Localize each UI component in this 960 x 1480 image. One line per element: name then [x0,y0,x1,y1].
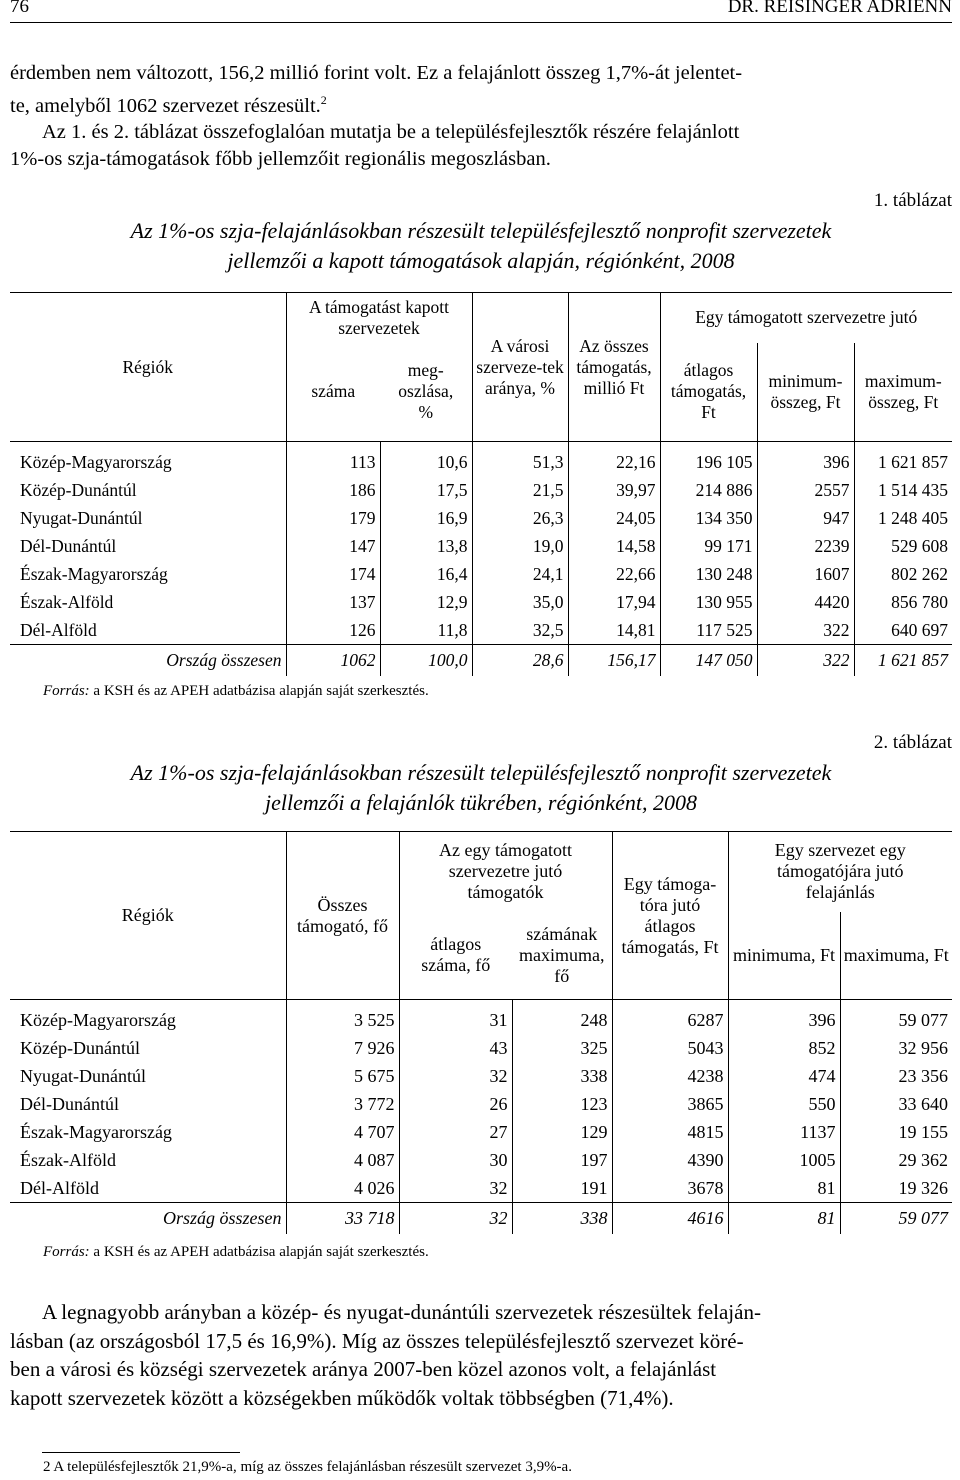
table2-header-total-supporters: Összes támogató, fő [286,832,399,1000]
value-cell: 1 514 435 [854,476,952,504]
value-cell: 28,6 [472,645,568,677]
value-cell: 156,17 [568,645,660,677]
value-cell: 117 525 [660,616,757,645]
table1 [10,292,952,676]
value-cell: 197 [512,1146,612,1174]
table-row [10,1090,952,1118]
value-cell: 322 [757,616,854,645]
table1-title-line: jellemzői a kapott támogatások alapján, régiónként, 2008 [227,248,735,273]
footnote: 2 A településfejlesztők 21,9%-a, míg az összes felajánlásban részesült szervezet 3,9%-a. [43,1459,572,1475]
value-cell: 134 350 [660,504,757,532]
value-cell: 43 [399,1034,512,1062]
region-cell: Dél-Dunántúl [20,1093,119,1114]
value-cell: 856 780 [854,588,952,616]
value-cell: 22,16 [568,442,660,477]
value-cell: 33 640 [840,1090,952,1118]
value-cell: 99 171 [660,532,757,560]
value-cell: 2239 [757,532,854,560]
table2-title-line: jellemzői a felajánlók tükrében, régiónként, 2008 [265,790,697,815]
table-row [10,1118,952,1146]
value-cell: 22,66 [568,560,660,588]
value-cell: 29 362 [840,1146,952,1174]
value-cell: 17,94 [568,588,660,616]
closing-line: lásban (az országosból 17,5 és 16,9%). Míg az összes településfejlesztő szervezet köré- [10,1328,744,1353]
value-cell: 32 [399,1174,512,1203]
table1-header-min: minimum-összeg, Ft [757,343,854,442]
value-cell: 30 [399,1146,512,1174]
value-cell: 27 [399,1118,512,1146]
value-cell: 32 956 [840,1034,952,1062]
table2-header-min: minimuma, Ft [728,912,840,1000]
table-row [10,560,952,588]
region-cell: Dél-Alföld [20,619,97,640]
table-row [10,442,952,477]
table2-header-per-org: Az egy támogatott szervezetre jutó támogatók [399,832,612,912]
value-cell: 186 [286,476,380,504]
total-row [10,645,952,677]
value-cell: 17,5 [380,476,472,504]
value-cell: 4390 [612,1146,728,1174]
intro-paragraph [10,60,952,172]
value-cell: 51,3 [472,442,568,477]
value-cell: 81 [728,1203,840,1235]
region-cell: Közép-Dunántúl [20,479,137,500]
table1-header-per-org: Egy támogatott szervezetre jutó [660,293,952,343]
region-cell: Nyugat-Dunántúl [20,1065,146,1086]
table-row [10,1174,952,1203]
intro-line: 1%-os szja-támogatások főbb jellemzőit regionális megoszlásban. [10,147,551,170]
table1-header-avg-support: átlagos támogatás, Ft [660,343,757,442]
table1-body [10,442,952,677]
value-cell: 32 [399,1062,512,1090]
region-cell: Észak-Magyarország [20,1121,172,1142]
value-cell: 1607 [757,560,854,588]
value-cell: 179 [286,504,380,532]
value-cell: 19 155 [840,1118,952,1146]
value-cell: 24,05 [568,504,660,532]
region-cell: Közép-Magyarország [20,1009,176,1030]
table-row [10,504,952,532]
table-row [10,532,952,560]
header-rule [10,22,952,23]
value-cell: 130 248 [660,560,757,588]
table2-title [10,758,952,818]
value-cell: 31 [399,1000,512,1035]
table1-source [43,683,429,700]
value-cell: 338 [512,1203,612,1235]
value-cell: 248 [512,1000,612,1035]
table2-title-line: Az 1%-os szja-felajánlásokban részesült településfejlesztő nonprofit szervezetek [130,760,832,785]
value-cell: 947 [757,504,854,532]
value-cell: 3678 [612,1174,728,1203]
footnote-ref: 2 [320,92,327,107]
value-cell: 39,97 [568,476,660,504]
value-cell: 4616 [612,1203,728,1235]
value-cell: 1005 [728,1146,840,1174]
table2-header-max: maximuma, Ft [840,912,952,1000]
value-cell: 191 [512,1174,612,1203]
value-cell: 1062 [286,645,380,677]
value-cell: 474 [728,1062,840,1090]
closing-line: ben a városi és községi szervezetek aránya 2007-ben közel azonos volt, a felajánlást [10,1357,717,1381]
value-cell: 6287 [612,1000,728,1035]
table1-label: 1. táblázat [873,190,952,211]
table1-header-count: száma [286,343,380,442]
running-head-author: DR. REISINGER ADRIENN [727,0,952,17]
table-row [10,1000,952,1035]
value-cell: 4238 [612,1062,728,1090]
table-row [10,1062,952,1090]
value-cell: 214 886 [660,476,757,504]
intro-line: Az 1. és 2. táblázat összefoglalóan mutatja be a településfejlesztők részére felajánlott [42,121,740,144]
value-cell: 396 [728,1000,840,1035]
value-cell: 19,0 [472,532,568,560]
value-cell: 35,0 [472,588,568,616]
table1-header-regions: Régiók [10,293,286,442]
table-row [10,588,952,616]
table2-body [10,1000,952,1235]
value-cell: 802 262 [854,560,952,588]
value-cell: 174 [286,560,380,588]
value-cell: 852 [728,1034,840,1062]
total-row [10,1203,952,1235]
value-cell: 640 697 [854,616,952,645]
value-cell: 3 525 [286,1000,399,1035]
value-cell: 529 608 [854,532,952,560]
value-cell: 23 356 [840,1062,952,1090]
table2-header-avg-count: átlagos száma, fő [399,912,512,1000]
value-cell: 338 [512,1062,612,1090]
value-cell: 126 [286,616,380,645]
value-cell: 5 675 [286,1062,399,1090]
table2-header-avg-per-supporter: Egy támoga-tóra jutó átlagos támogatás, Ft [612,832,728,1000]
value-cell: 14,81 [568,616,660,645]
value-cell: 11,8 [380,616,472,645]
source-label: Forrás: [43,683,90,699]
value-cell: 123 [512,1090,612,1118]
source-text: a KSH és az APEH adatbázisa alapján saját szerkesztés. [93,683,429,699]
value-cell: 3 772 [286,1090,399,1118]
value-cell: 14,58 [568,532,660,560]
value-cell: 24,1 [472,560,568,588]
table2-label: 2. táblázat [873,732,952,753]
value-cell: 325 [512,1034,612,1062]
page-number: 76 [10,0,29,17]
value-cell: 1 248 405 [854,504,952,532]
region-cell: Dél-Alföld [20,1177,99,1198]
table1-header-max: maximum-összeg, Ft [854,343,952,442]
value-cell: 59 077 [840,1203,952,1235]
value-cell: 33 718 [286,1203,399,1235]
value-cell: 26 [399,1090,512,1118]
value-cell: 1 621 857 [854,645,952,677]
value-cell: 4420 [757,588,854,616]
value-cell: 16,9 [380,504,472,532]
value-cell: 13,8 [380,532,472,560]
table1-header-total-support: Az összes támogatás, millió Ft [568,293,660,442]
table1-header-distribution: meg-oszlása, % [380,343,472,442]
table-row [10,1146,952,1174]
value-cell: 113 [286,442,380,477]
value-cell: 10,6 [380,442,472,477]
value-cell: 2557 [757,476,854,504]
table2-header-max-count: számának maximuma, fő [512,912,612,1000]
table2-header-regions: Régiók [10,832,286,1000]
intro-line [10,87,952,119]
intro-line: érdemben nem változott, 156,2 millió forint volt. Ez a felajánlott összeg 1,7%-át jelentet- [10,62,743,84]
value-cell: 396 [757,442,854,477]
value-cell: 21,5 [472,476,568,504]
table1-title [10,216,952,276]
closing-line: kapott szervezetek között a községekben működők voltak többségben (71,4%). [10,1385,674,1410]
value-cell: 59 077 [840,1000,952,1035]
value-cell: 130 955 [660,588,757,616]
value-cell: 4815 [612,1118,728,1146]
value-cell: 550 [728,1090,840,1118]
value-cell: 12,9 [380,588,472,616]
region-cell: Közép-Dunántúl [20,1037,140,1058]
value-cell: 32 [399,1203,512,1235]
table-row [10,616,952,645]
closing-line: A legnagyobb arányban a közép- és nyugat-dunántúli szervezetek részesültek felaján- [42,1300,761,1324]
value-cell: 4 087 [286,1146,399,1174]
value-cell: 322 [757,645,854,677]
value-cell: 16,4 [380,560,472,588]
region-cell: Közép-Magyarország [20,451,172,472]
region-cell: Észak-Magyarország [20,563,168,584]
value-cell: 5043 [612,1034,728,1062]
value-cell: 1 621 857 [854,442,952,477]
value-cell: 100,0 [380,645,472,677]
region-cell: Ország összesen [10,645,286,677]
region-cell: Dél-Dunántúl [20,535,117,556]
table-row [10,1034,952,1062]
value-cell: 4 026 [286,1174,399,1203]
table2 [10,831,952,1234]
table1-header-urban-share: A városi szerveze-tek aránya, % [472,293,568,442]
footnote-rule [42,1452,240,1453]
value-cell: 3865 [612,1090,728,1118]
region-cell: Nyugat-Dunántúl [20,507,143,528]
value-cell: 147 [286,532,380,560]
value-cell: 1137 [728,1118,840,1146]
value-cell: 19 326 [840,1174,952,1203]
table-row [10,476,952,504]
closing-paragraph [10,1298,952,1412]
region-cell: Ország összesen [10,1203,286,1235]
intro-text: te, amelyből 1062 szervezet részesült. [10,94,321,117]
table2-source [43,1244,429,1261]
page-header [10,0,952,20]
value-cell: 7 926 [286,1034,399,1062]
region-cell: Észak-Alföld [20,1149,116,1170]
table1-title-line: Az 1%-os szja-felajánlásokban részesült településfejlesztő nonprofit szervezetek [130,218,832,243]
value-cell: 32,5 [472,616,568,645]
table1-header-recipients: A támogatást kapott szervezetek [286,293,472,343]
value-cell: 129 [512,1118,612,1146]
value-cell: 81 [728,1174,840,1203]
value-cell: 26,3 [472,504,568,532]
region-cell: Észak-Alföld [20,591,114,612]
table2-header-offering: Egy szervezet egy támogatójára jutó felajánlás [728,832,952,912]
source-text: a KSH és az APEH adatbázisa alapján saját szerkesztés. [93,1244,429,1260]
value-cell: 196 105 [660,442,757,477]
value-cell: 147 050 [660,645,757,677]
value-cell: 137 [286,588,380,616]
value-cell: 4 707 [286,1118,399,1146]
source-label: Forrás: [43,1244,90,1260]
